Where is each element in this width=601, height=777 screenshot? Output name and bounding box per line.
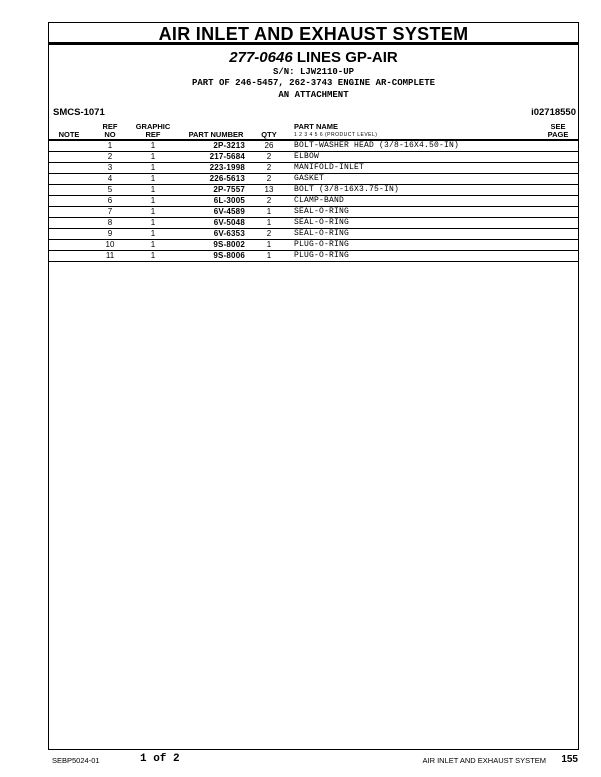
table-row: 11 1 9S-8006 1 PLUG-O-RING <box>48 251 579 262</box>
smcs-code: SMCS-1071 <box>53 107 105 118</box>
page-of-indicator: 1 of 2 <box>140 753 180 765</box>
column-header-qty: QTY <box>261 130 277 139</box>
column-header-see-page: SEE PAGE <box>547 122 569 139</box>
table-row: 8 1 6V-5048 1 SEAL-O-RING <box>48 218 579 229</box>
table-row: 4 1 226-5613 2 GASKET <box>48 174 579 185</box>
section-title: AIR INLET AND EXHAUST SYSTEM <box>48 22 579 45</box>
illustration-id: i02718550 <box>531 107 576 118</box>
column-header-part-number: PART NUMBER <box>188 130 244 139</box>
column-header-part-name: PART NAME <box>294 122 339 131</box>
page-number: 155 <box>561 754 578 765</box>
group-title <box>48 49 579 67</box>
serial-number: S/N: LJW2110-UP <box>272 67 354 77</box>
table-row: 6 1 6L-3005 2 CLAMP-BAND <box>48 196 579 207</box>
column-header-note: NOTE <box>58 130 80 139</box>
group-number: 277-0646 <box>229 49 293 66</box>
table-row: 5 1 2P-7557 13 BOLT (3/8-16X3.75-IN) <box>48 185 579 196</box>
product-level-legend: 1 2 3 4 5 6 (PRODUCT LEVEL) <box>294 132 378 138</box>
table-row: 1 1 2P-3213 26 BOLT-WASHER HEAD (3/8-16X4.50-IN) <box>48 141 579 152</box>
table-row: 10 1 9S-8002 1 PLUG-O-RING <box>48 240 579 251</box>
group-name: LINES GP-AIR <box>296 49 398 66</box>
attachment-line: AN ATTACHMENT <box>278 90 349 100</box>
parts-table <box>48 141 579 262</box>
column-header-graphic-ref: GRAPHIC REF <box>135 122 171 139</box>
table-row: 9 1 6V-6353 2 SEAL-O-RING <box>48 229 579 240</box>
document-id: SEBP5024-01 <box>52 756 100 765</box>
table-row: 3 1 223-1998 2 MANIFOLD-INLET <box>48 163 579 174</box>
part-of-line: PART OF 246-5457, 262-3743 ENGINE AR-COMPLETE <box>191 78 436 88</box>
footer-section-title: AIR INLET AND EXHAUST SYSTEM <box>422 756 546 765</box>
table-row: 7 1 6V-4589 1 SEAL-O-RING <box>48 207 579 218</box>
column-header-ref-no: REF NO <box>102 122 118 139</box>
table-row: 2 1 217-5684 2 ELBOW <box>48 152 579 163</box>
